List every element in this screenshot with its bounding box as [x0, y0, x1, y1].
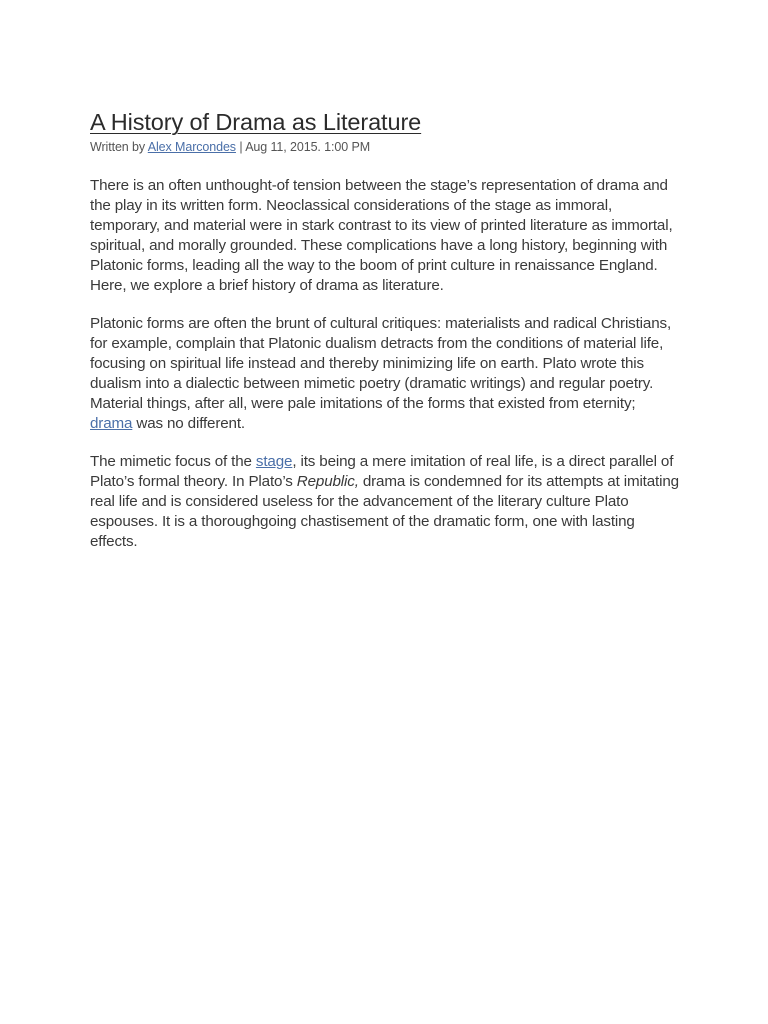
paragraph-text: drama is condemned for its attempts at imitating real life and is considered useless for the advancement of the literary culture Plato espouses. It is a thoroughgoing chastisement of the dramatic form, one with lasting effects. [90, 473, 679, 550]
byline-separator: | [235, 140, 246, 154]
paragraph-intro: There is an often unthought-of tension between the stage’s representation of drama and the play in its written form. Neoclassical considerations of the stage as immoral, temporary, and material were in stark contrast to its view of printed literature as immortal, spiritual, and morally grounded. These complications have a long history, beginning with Platonic forms, leading all the way to the boom of print culture in renaissance England. Here, we explore a brief history of drama as literature. [90, 177, 673, 294]
byline [90, 139, 680, 155]
paragraph-text: was no different. [132, 415, 245, 432]
stage-link[interactable]: stage [255, 453, 293, 470]
publish-date: Aug 11, 2015. 1:00 PM [245, 140, 371, 154]
article-title: A History of Drama as Literature [90, 109, 422, 135]
paragraph-text: The mimetic focus of the [90, 453, 256, 470]
drama-link[interactable]: drama [90, 415, 133, 432]
paragraph-text: Platonic forms are often the brunt of cultural critiques: materialists and radical Christians, for example, complain that Platonic dualism detracts from the conditions of material life, focusing on spiritual life instead and thereby minimizing life on earth. Plato wrote this dualism into a dialectic between mimetic poetry (dramatic writings) and regular poetry. Material things, after all, were pale imitations of the forms that existed from eternity; [90, 315, 672, 412]
byline-prefix: Written by [90, 140, 148, 154]
paragraph-text: , its being a mere imitation of real life, is a direct parallel of Plato’s formal theory. In Plato’s [90, 453, 674, 490]
republic-title: Republic, [296, 473, 359, 490]
author-link[interactable]: Alex Marcondes [147, 140, 236, 154]
paragraph-mimetic-focus [90, 452, 680, 552]
article [90, 106, 680, 552]
paragraph-platonic-forms [90, 314, 680, 434]
